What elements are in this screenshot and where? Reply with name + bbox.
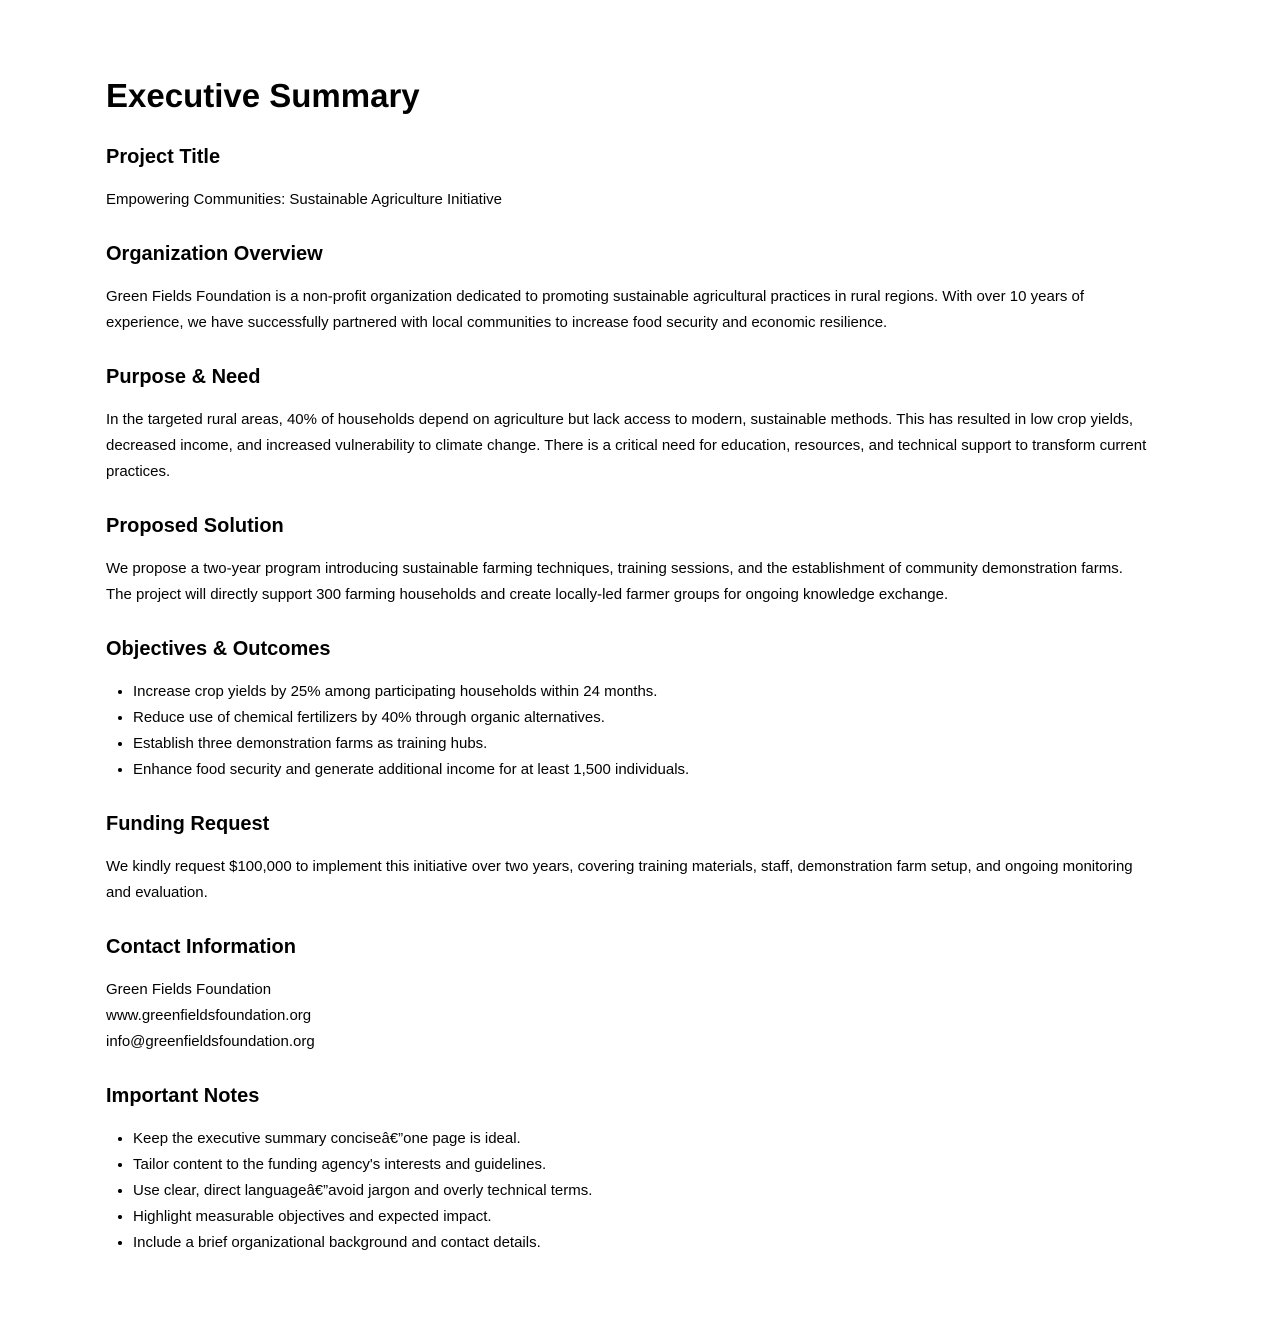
list-item: • Reduce use of chemical fertilizers by 40% through organic alternatives. <box>133 705 1150 731</box>
project-title-text: Empowering Communities: Sustainable Agriculture Initiative <box>106 190 503 208</box>
proposed-solution-text: We propose a two-year program introducing sustainable farming techniques, training sessions, and the establishment of community demonstration farms. The project will directly support 300 farming households and create locally-led farmer groups for ongoing knowledge exchange. <box>106 559 1123 603</box>
contact-org-name: Green Fields Foundation <box>106 980 272 998</box>
list-item: • Keep the executive summary conciseâ€”one page is ideal. <box>133 1126 1150 1152</box>
section-heading-purpose-need: Purpose & Need <box>106 365 261 388</box>
section-heading-contact-information: Contact Information <box>106 935 296 958</box>
contact-email: info@greenfieldsfoundation.org <box>106 1032 315 1050</box>
list-item: • Tailor content to the funding agency's interests and guidelines. <box>133 1152 1150 1178</box>
objectives-list <box>106 679 1150 783</box>
section-heading-proposed-solution: Proposed Solution <box>106 514 284 537</box>
section-heading-funding-request: Funding Request <box>106 812 270 835</box>
page-title: Executive Summary <box>106 77 420 114</box>
list-item: • Enhance food security and generate additional income for at least 1,500 individuals. <box>133 757 1150 783</box>
contact-information-block <box>106 977 1150 1055</box>
list-item: • Establish three demonstration farms as training hubs. <box>133 731 1150 757</box>
organization-overview-text: Green Fields Foundation is a non-profit organization dedicated to promoting sustainable agricultural practices in rural regions. With over 10 years of experience, we have successfully partnered with local communities to increase food security and economic resilience. <box>106 287 1085 331</box>
section-heading-objectives-outcomes: Objectives & Outcomes <box>106 637 331 660</box>
section-heading-project-title: Project Title <box>106 145 221 168</box>
list-item: • Use clear, direct languageâ€”avoid jargon and overly technical terms. <box>133 1178 1150 1204</box>
list-item: • Increase crop yields by 25% among participating households within 24 months. <box>133 679 1150 705</box>
important-notes-list <box>106 1126 1150 1256</box>
contact-website: www.greenfieldsfoundation.org <box>106 1006 312 1024</box>
section-heading-important-notes: Important Notes <box>106 1084 260 1107</box>
section-heading-organization-overview: Organization Overview <box>106 242 323 265</box>
purpose-need-text: In the targeted rural areas, 40% of households depend on agriculture but lack access to modern, sustainable methods. This has resulted in low crop yields, decreased income, and increased vulnerability to climate change. There is a critical need for education, resources, and technical support to transform current practices. <box>106 410 1147 480</box>
list-item: • Highlight measurable objectives and expected impact. <box>133 1204 1150 1230</box>
funding-request-text: We kindly request $100,000 to implement this initiative over two years, covering training materials, staff, demonstration farm setup, and ongoing monitoring and evaluation. <box>106 857 1133 901</box>
list-item: • Include a brief organizational background and contact details. <box>133 1230 1150 1256</box>
